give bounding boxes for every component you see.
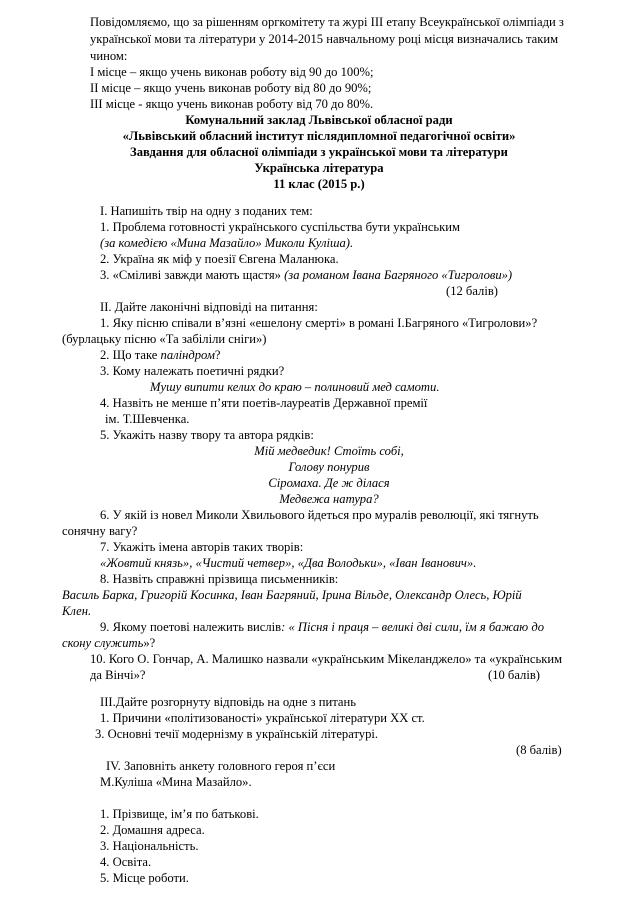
part4-item-2: 2. Домашня адреса. <box>100 823 205 837</box>
part4-item-3: 3. Національність. <box>100 839 199 853</box>
part1-topic-2: 2. Україна як міф у поезії Євгена Маланюка. <box>100 252 339 266</box>
part2-q6: 6. У якій із новел Миколи Хвильового йдеться про муралів революції, які тягнуть <box>100 508 539 522</box>
poem-line-1: Мій медведик! Стоїть собі, <box>254 444 404 458</box>
part2-q8-names: Василь Барка, Григорій Косинка, Іван Багряний, Ірина Вільде, Олександр Олесь, Юрій <box>62 588 522 602</box>
part1-title: І. Напишіть твір на одну з поданих тем: <box>100 204 313 218</box>
part4-title-cont: М.Куліша «Мина Мазайло». <box>100 775 252 789</box>
intro-line-4: І місце – якщо учень виконав роботу від 90 до 100%; <box>90 65 374 79</box>
part2-q4: 4. Назвіть не менше п’яти поетів-лауреатів Державної премії <box>100 396 428 410</box>
part2-q9-quote: : « Пісня і праця – великі дві сили, їм я бажаю до <box>281 620 544 634</box>
part2-q8: 8. Назвіть справжні прізвища письменників: <box>100 572 339 586</box>
part1-topic-3 <box>100 267 512 284</box>
part2-q2-term: паліндром <box>160 348 215 362</box>
intro-line-3: чином: <box>90 49 128 63</box>
part2-q4-cont: ім. Т.Шевченка. <box>105 412 190 426</box>
poem-line-2: Голову понурив <box>288 460 370 474</box>
part2-q9-text: 9. Якому поетові належить вислів <box>100 620 282 634</box>
part2-points: (10 балів) <box>488 668 540 682</box>
part2-q10: 10. Кого О. Гончар, А. Малишко назвали «українським Мікеланджело» та «українським <box>90 652 563 666</box>
header-olympiad: Завдання для обласної олімпіади з української мови та літератури <box>130 145 508 159</box>
part2-title: ІІ. Дайте лаконічні відповіді на питання: <box>100 300 318 314</box>
poem-line-4: Медвежа натура? <box>279 492 379 506</box>
part2-q1-answer: (бурлацьку пісню «Та забіліли сніги») <box>62 332 267 346</box>
part2-q9-end: »? <box>143 636 156 650</box>
part2-q7: 7. Укажіть імена авторів таких творів: <box>100 540 304 554</box>
part3-q2: 3. Основні течії модернізму в українській літературі. <box>95 727 379 741</box>
part2-q10-cont: да Вінчі»? <box>90 668 146 682</box>
intro-line-6: ІІІ місце - якщо учень виконав роботу від 70 до 80%. <box>90 97 374 111</box>
part1-topic-3-note: (за романом Івана Багряного «Тигролови») <box>284 268 513 282</box>
poem-line-3: Сіромаха. Де ж ділася <box>268 476 390 490</box>
part4-item-1: 1. Прізвище, ім’я по батькові. <box>100 807 259 821</box>
header-grade: 11 клас (2015 р.) <box>273 177 365 191</box>
part1-topic-1-note: (за комедією «Мина Мазайло» Миколи Куліша). <box>100 236 354 250</box>
part4-item-4: 4. Освіта. <box>100 855 152 869</box>
part2-q2-text: 2. Що таке <box>100 348 161 362</box>
part2-q3: 3. Кому належать поетичні рядки? <box>100 364 285 378</box>
part2-q8-names-cont: Клен. <box>62 604 92 618</box>
part3-q1: 1. Причини «політизованості» української літератури ХХ ст. <box>100 711 425 725</box>
intro-line-5: ІІ місце – якщо учень виконав роботу від 80 до 90%; <box>90 81 372 95</box>
header-subject: Українська література <box>254 161 384 175</box>
part2-q9 <box>100 619 544 636</box>
intro-line-2: української мови та літератури у 2014-2015 навчальному році місця визначались таким <box>90 32 559 46</box>
part2-q1: 1. Яку пісню співали в’язні «ешелону смерті» в романі І.Багряного «Тигролови»? <box>100 316 538 330</box>
part1-topic-3-text: 3. «Сміливі завжди мають щастя» <box>100 268 281 282</box>
part1-topic-1: 1. Проблема готовності українського суспільства бути українським <box>100 220 460 234</box>
part2-q9-quote-end: скону служить <box>62 636 144 650</box>
part2-q2 <box>100 347 221 364</box>
part4-title: IV. Заповніть анкету головного героя п’єси <box>106 759 336 773</box>
part1-points: (12 балів) <box>446 284 498 298</box>
part2-q7-works: «Жовтий князь», «Чистий четвер», «Два Володьки», «Іван Іванович». <box>100 556 477 570</box>
part2-q2-end: ? <box>214 348 221 362</box>
part3-points: (8 балів) <box>516 743 562 757</box>
part2-q5: 5. Укажіть назву твору та автора рядків: <box>100 428 314 442</box>
header-institution: Комунальний заклад Львівської обласної ради <box>185 113 453 127</box>
part2-q6-cont: сонячну вагу? <box>62 524 138 538</box>
header-institute: «Львівський обласний інститут післядипломної педагогічної освіти» <box>122 129 516 143</box>
intro-line-1: Повідомляємо, що за рішенням оргкомітету та журі ІІІ етапу Всеукраїнської олімпіади з <box>90 15 564 29</box>
part2-q3-quote: Мушу випити келих до краю – полиновий мед самоти. <box>150 380 440 394</box>
part4-item-5: 5. Місце роботи. <box>100 871 189 885</box>
part3-title: ІІІ.Дайте розгорнуту відповідь на одне з питань <box>100 695 356 709</box>
part2-q9-cont <box>62 635 155 652</box>
